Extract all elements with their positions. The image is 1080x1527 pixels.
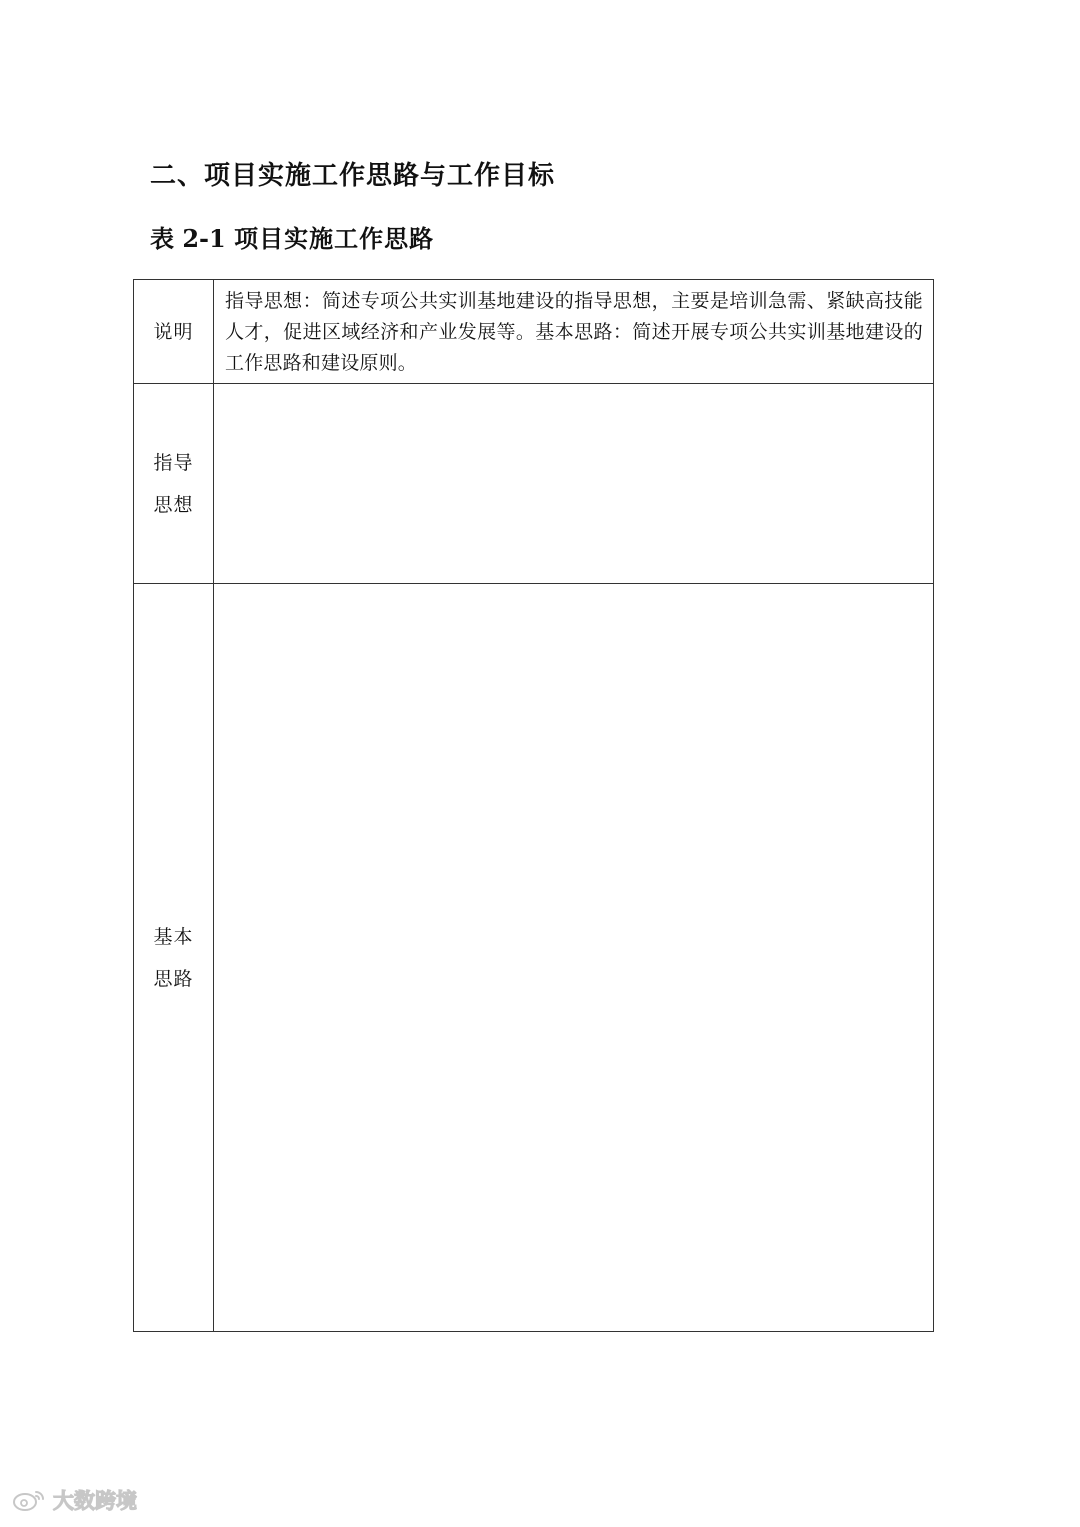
section-heading: 二、项目实施工作思路与工作目标: [150, 161, 556, 191]
row-label-line: 思想: [153, 493, 194, 516]
table-row-basic-approach: [134, 584, 934, 1332]
row-label-line: 基本: [153, 925, 194, 948]
watermark-text: [52, 1487, 148, 1513]
table-caption-title: 项目实施工作思路: [234, 225, 435, 253]
work-approach-table: [133, 279, 934, 1332]
row-label-guiding-ideology: [134, 384, 214, 584]
row-label-line: 说明: [153, 320, 194, 343]
table-caption-number: 表 2-1: [150, 224, 226, 253]
guiding-ideology-input-cell[interactable]: [214, 384, 934, 584]
table-caption: [150, 222, 434, 256]
row-label-line: 思路: [153, 967, 194, 990]
row-label-basic-approach: [134, 584, 214, 1332]
table-row-description: [134, 280, 934, 384]
table-row-guiding-ideology: [134, 384, 934, 584]
svg-text:大数跨境: 大数跨境: [53, 1489, 137, 1513]
row-label-line: 指导: [153, 451, 194, 474]
row-label-description: [134, 280, 214, 384]
basic-approach-input-cell[interactable]: [214, 584, 934, 1332]
weibo-logo-icon: [12, 1488, 46, 1512]
description-text-cell: 指导思想：简述专项公共实训基地建设的指导思想，主要是培训急需、紧缺高技能人才，促进区域经济和产业发展等。基本思路：简述开展专项公共实训基地建设的工作思路和建设原则。: [214, 280, 934, 384]
watermark: [12, 1487, 148, 1513]
